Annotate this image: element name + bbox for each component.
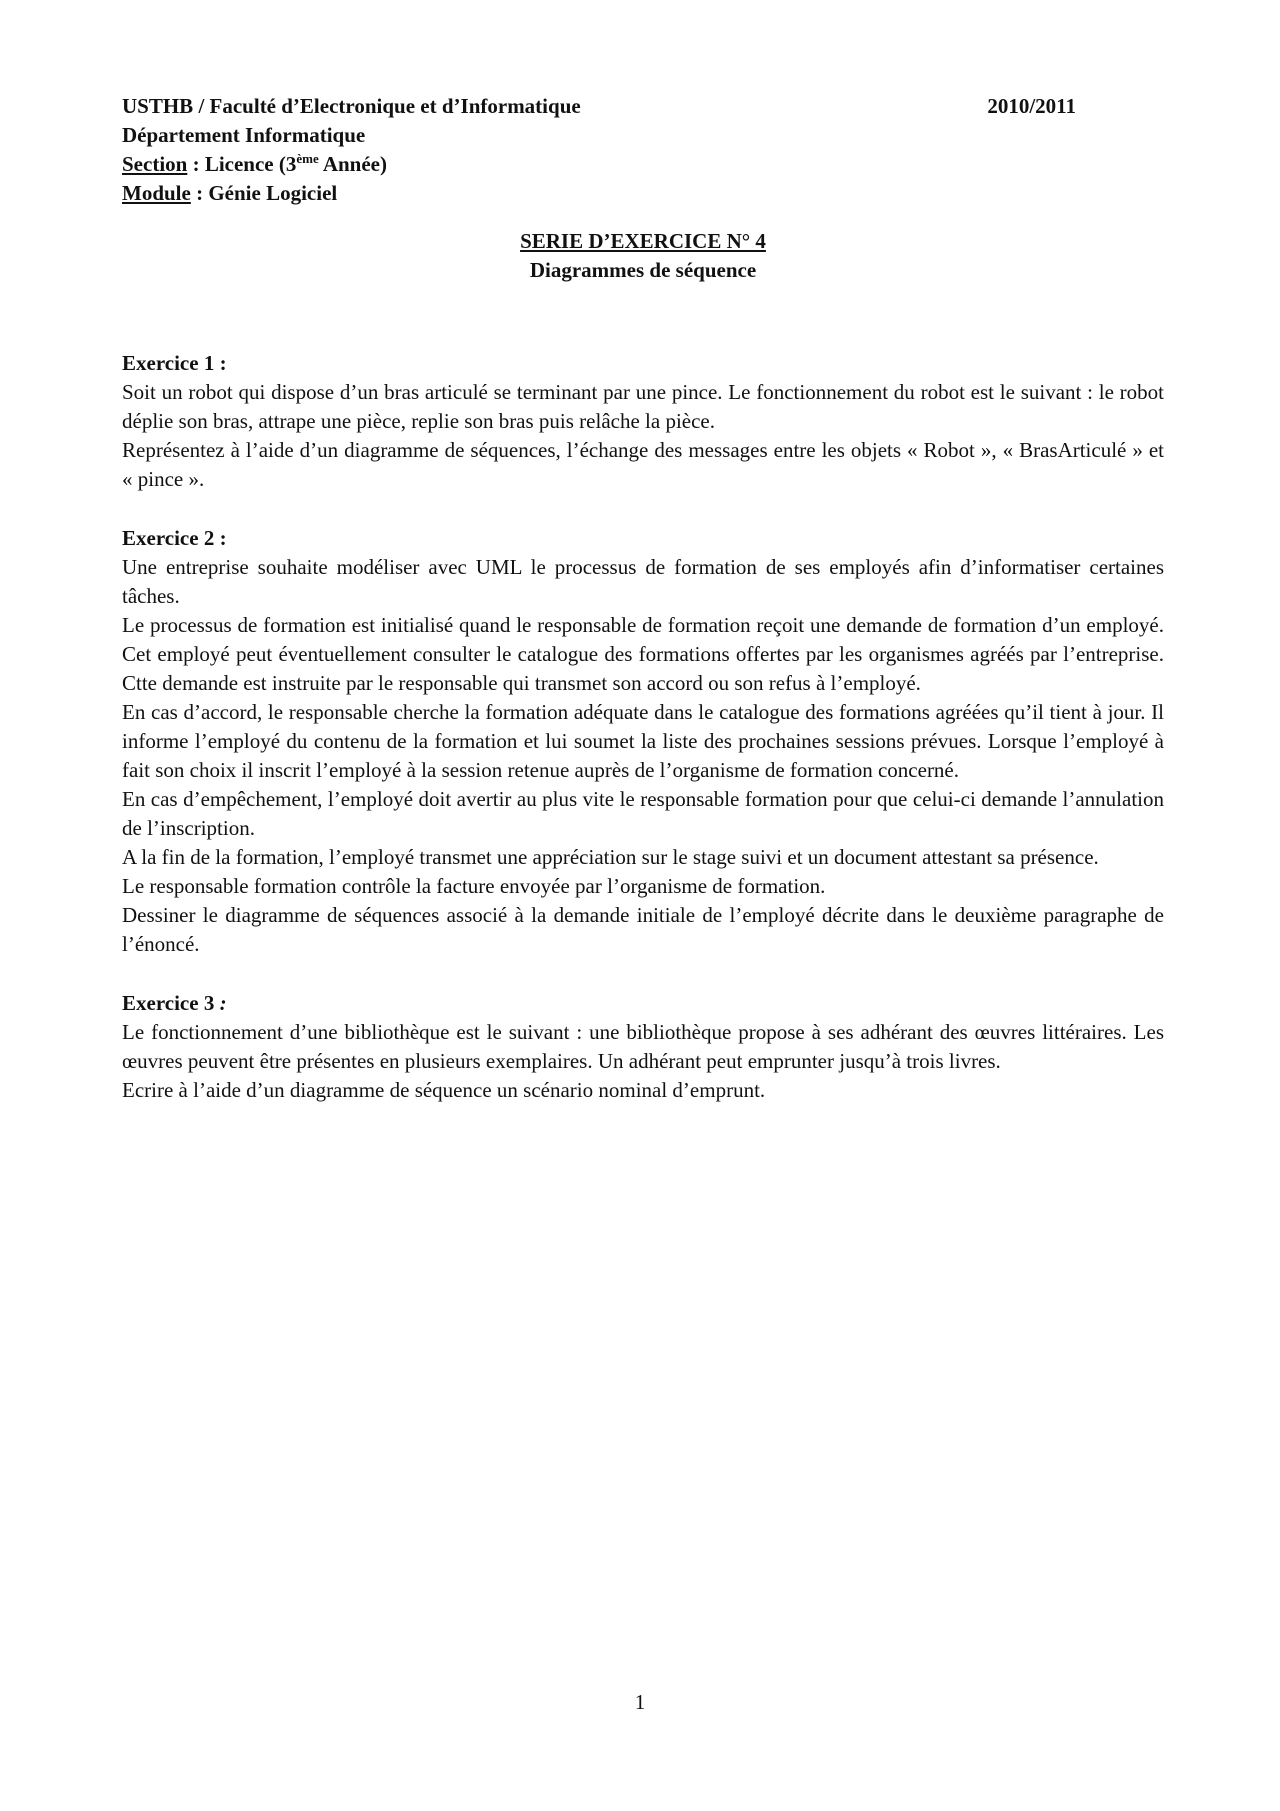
- series-subtitle: Diagrammes de séquence: [529, 258, 757, 282]
- exercise-2-paragraph: Une entreprise souhaite modéliser avec UML le processus de formation de ses employés afin d’informatiser certaines tâches.: [122, 555, 1164, 608]
- exercise-3: [122, 989, 1164, 1105]
- exercise-1-title: Exercice 1 :: [122, 351, 227, 375]
- section-superscript: ème: [296, 151, 319, 166]
- academic-year: 2010/2011: [987, 94, 1076, 118]
- exercise-2-paragraph: A la fin de la formation, l’employé transmet une appréciation sur le stage suivi et un document attestant sa présence.: [122, 845, 1099, 869]
- exercise-2-paragraph: En cas d’accord, le responsable cherche la formation adéquate dans le catalogue des formations agréées qu’il tient à jour. Il informe l’employé du contenu de la formation et lui soumet la liste des prochaines sessions prévues. Lorsque l’employé à fait son choix il inscrit l’employé à la session retenue auprès de l’organisme de formation concerné.: [122, 700, 1164, 782]
- module-value: : Génie Logiciel: [190, 181, 338, 205]
- exercise-1: [122, 349, 1164, 494]
- title-block: [122, 227, 1164, 285]
- exercise-3-title: [122, 989, 1164, 1018]
- exercise-2-question: Dessiner le diagramme de séquences associé à la demande initiale de l’employé décrite dans le deuxième paragraphe de l’énoncé.: [122, 903, 1164, 956]
- exercise-2-paragraph: Le responsable formation contrôle la facture envoyée par l’organisme de formation.: [122, 874, 826, 898]
- exercise-3-title-colon: :: [214, 991, 227, 1015]
- department-name: Département Informatique: [122, 123, 366, 147]
- module-line: [122, 179, 1164, 208]
- section-line: [122, 150, 1164, 179]
- exercise-2-paragraph: Le processus de formation est initialisé quand le responsable de formation reçoit une demande de formation d’un employé. Cet employé peut éventuellement consulter le catalogue des formations offertes par les organismes agréés par l’entreprise. Ctte demande est instruite par le responsable qui transmet son accord ou son refus à l’employé.: [122, 613, 1164, 695]
- institution-name: USTHB / Faculté d’Electronique et d’Informatique: [122, 94, 581, 118]
- header-line: [122, 92, 1164, 121]
- series-title: SERIE D’EXERCICE N° 4: [520, 229, 766, 253]
- section-value-post: Année): [318, 152, 387, 176]
- exercise-1-paragraph-1: Soit un robot qui dispose d’un bras articulé se terminant par une pince. Le fonctionnement du robot est le suivant : le robot déplie son bras, attrape une pièce, replie son bras puis relâche la pièce.: [122, 380, 1164, 433]
- exercise-3-paragraph-2: Ecrire à l’aide d’un diagramme de séquence un scénario nominal d’emprunt.: [122, 1078, 766, 1102]
- exercise-2: [122, 524, 1164, 959]
- exercise-3-title-text: Exercice 3: [122, 991, 215, 1015]
- exercise-2-paragraph: En cas d’empêchement, l’employé doit avertir au plus vite le responsable formation pour que celui-ci demande l’annulation de l’inscription.: [122, 787, 1164, 840]
- document-page: [122, 92, 1164, 1105]
- section-label: Section: [122, 152, 188, 176]
- page-number: 1: [634, 1690, 646, 1714]
- exercise-1-paragraph-2: Représentez à l’aide d’un diagramme de séquences, l’échange des messages entre les objets « Robot », « BrasArticulé » et « pince ».: [122, 438, 1164, 491]
- section-value-pre: : Licence (3: [187, 152, 297, 176]
- exercise-3-paragraph-1: Le fonctionnement d’une bibliothèque est le suivant : une bibliothèque propose à ses adhérant des œuvres littéraires. Les œuvres peuvent être présentes en plusieurs exemplaires. Un adhérant peut emprunter jusqu’à trois livres.: [122, 1020, 1164, 1073]
- exercise-2-title: Exercice 2 :: [122, 526, 227, 550]
- module-label: Module: [122, 181, 191, 205]
